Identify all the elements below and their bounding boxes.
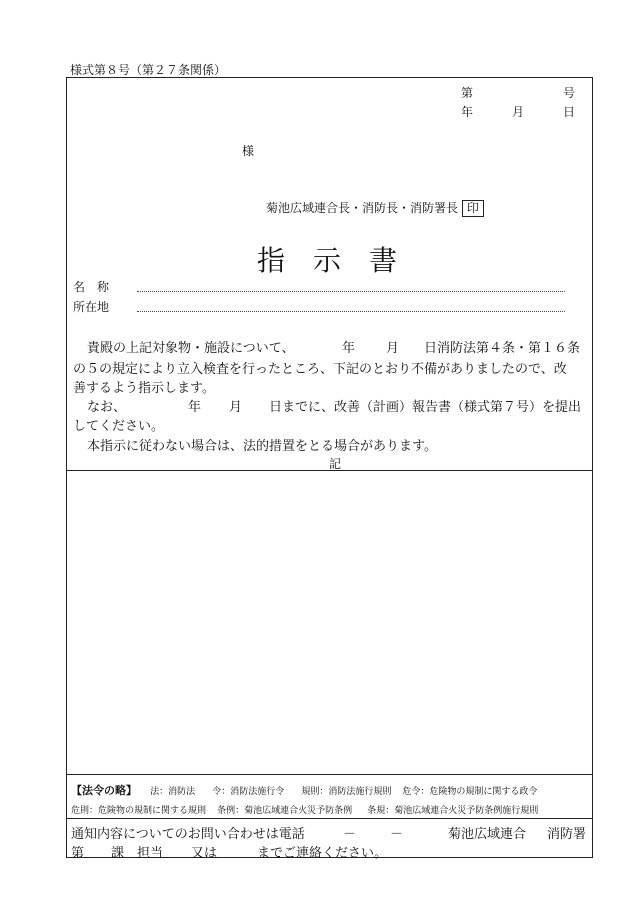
contact-tanto: 担当 (137, 846, 164, 861)
body-line-1a: 貴殿の上記対象物・施設について、 (87, 341, 295, 356)
title-char-2: 示 (313, 244, 342, 277)
contact-org: 菊池広域連合 (448, 827, 527, 842)
title-char-1: 指 (257, 244, 286, 277)
contact-line-1a: 通知内容についてのお問い合わせは電話 (71, 827, 305, 842)
contact-end: までご連絡ください。 (257, 846, 388, 861)
contact-dash-1: － (343, 827, 357, 842)
ki-heading: 記 (329, 457, 342, 471)
address-label: 所在地 (73, 300, 110, 314)
name-field-line[interactable] (137, 291, 565, 292)
body-line-3: 善するよう指示します。 (73, 381, 215, 396)
legal-item: 危則：危険物の規制に関する規則 (71, 806, 207, 816)
legal-item: 法：消防法 (150, 787, 196, 797)
legal-item: 危令：危険物の規制に関する政令 (402, 787, 538, 797)
legal-row-1 (71, 782, 537, 799)
sender-name: 菊池広域連合長・消防長・消防署長 (266, 201, 459, 215)
date-month: 月 (512, 105, 525, 119)
body-line-6: 本指示に従わない場合は、法的措置をとる場合があります。 (87, 439, 437, 454)
address-field-line[interactable] (137, 311, 565, 312)
body-line-5: してください。 (73, 419, 165, 434)
body-line-1b: 日消防法第４条・第１６条 (424, 341, 581, 356)
legal-item: 条規：菊池広域連合火災予防条例施行規則 (367, 806, 539, 816)
document-frame (66, 77, 593, 861)
legal-item: 令：消防法施行令 (212, 787, 285, 797)
body-line-2: の５の規定により立入検査を行ったところ、下記のとおり不備がありましたので、改 (73, 362, 567, 377)
addressee-suffix: 様 (242, 144, 255, 158)
sender-line (266, 200, 484, 217)
contact-station: 消防署 (547, 827, 587, 842)
name-label: 名 称 (73, 280, 110, 294)
contact-ka: 課 (111, 846, 125, 861)
doc-number-prefix: 第 (461, 86, 474, 100)
doc-number-suffix: 号 (563, 86, 576, 100)
divider-contact (67, 818, 592, 819)
contact-dai: 第 (71, 846, 85, 861)
date-year: 年 (461, 105, 474, 119)
findings-area[interactable] (67, 471, 592, 774)
body-line-1-month: 月 (386, 341, 400, 356)
legal-item: 規則：消防法施行規則 (301, 787, 392, 797)
seal-mark: 印 (462, 200, 484, 217)
legal-row-2 (71, 801, 538, 818)
document-title (257, 239, 397, 279)
legal-heading: 【法令の略】 (71, 784, 137, 797)
form-number-label: 様式第８号（第２７条関係） (70, 63, 227, 77)
contact-mata: 又は (191, 846, 218, 861)
body-line-4b: 日までに、改善（計画）報告書（様式第７号）を提出 (269, 400, 582, 415)
body-line-4-month: 月 (229, 400, 243, 415)
divider-legal (67, 774, 592, 775)
body-line-1-year: 年 (342, 341, 356, 356)
body-line-4-year: 年 (188, 400, 202, 415)
date-day: 日 (563, 105, 576, 119)
contact-dash-2: － (390, 827, 404, 842)
body-line-4a: なお、 (87, 400, 127, 415)
title-char-3: 書 (369, 244, 398, 277)
legal-item: 条例：菊池広域連合火災予防条例 (217, 806, 353, 816)
